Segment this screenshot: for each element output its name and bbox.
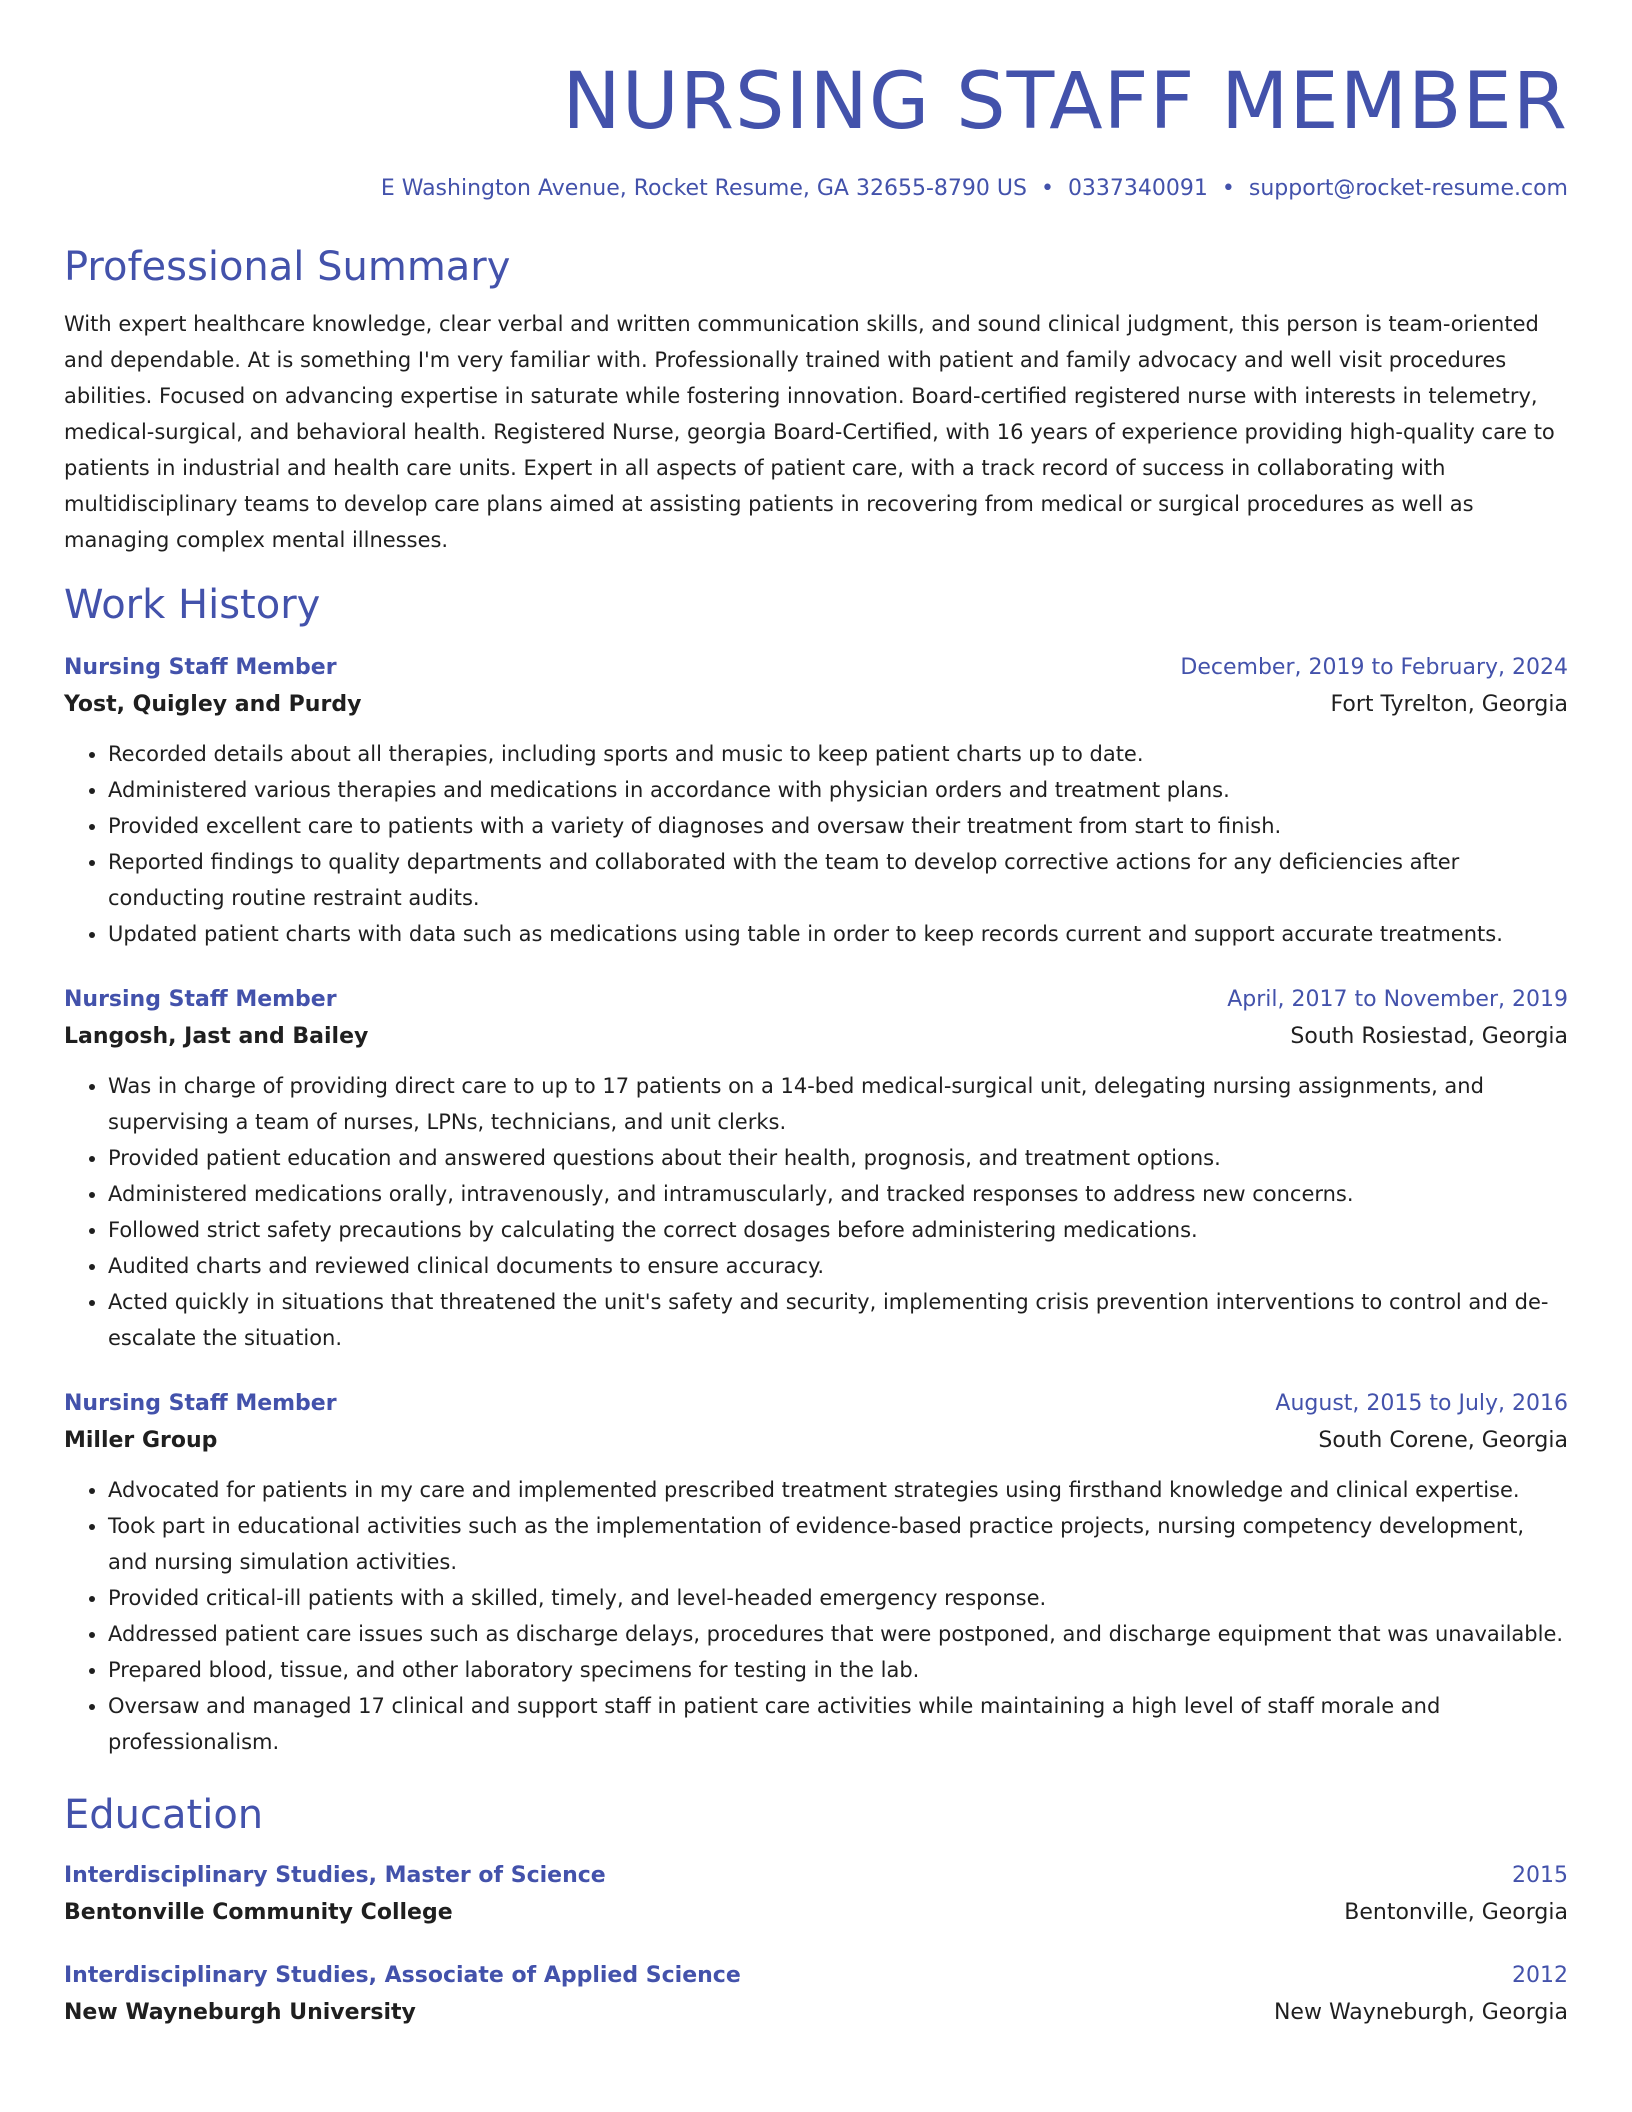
education-year: 2012 <box>1512 1963 1568 1988</box>
work-history-list <box>64 650 1568 1760</box>
education-degree: Interdisciplinary Studies, Master of Science <box>64 1863 606 1888</box>
job-bullet: • Followed strict safety precautions by calculating the correct dosages before administering medications. <box>108 1212 1568 1248</box>
education-school: New Wayneburgh University <box>64 2000 416 2025</box>
candidate-name: NURSING STAFF MEMBER <box>562 57 1568 147</box>
bullet-separator: • <box>1221 176 1235 201</box>
job-bullets <box>64 1472 1568 1760</box>
summary-heading: Professional Summary <box>64 244 511 290</box>
job-header-row <box>64 650 1568 686</box>
job-entry <box>64 1386 1568 1760</box>
job-bullet: • Updated patient charts with data such as medications using table in order to keep records current and support accurate treatments. <box>108 916 1568 952</box>
job-bullets <box>64 1068 1568 1356</box>
job-bullet: • Provided excellent care to patients with a variety of diagnoses and oversaw their treatment from start to finish. <box>108 808 1568 844</box>
education-school-row <box>64 1894 1568 1932</box>
resume-header <box>64 0 1568 204</box>
education-degree: Interdisciplinary Studies, Associate of Applied Science <box>64 1963 741 1988</box>
education-school: Bentonville Community College <box>64 1900 453 1925</box>
job-company: Langosh, Jast and Bailey <box>64 1024 369 1049</box>
job-dates: December, 2019 to February, 2024 <box>1180 655 1568 680</box>
job-location: Fort Tyrelton, Georgia <box>1330 692 1568 717</box>
education-entry <box>64 1858 1568 1932</box>
education-location: Bentonville, Georgia <box>1344 1900 1568 1925</box>
job-bullet: • Provided patient education and answered questions about their health, prognosis, and treatment options. <box>108 1140 1568 1176</box>
job-company: Yost, Quigley and Purdy <box>64 692 362 717</box>
job-dates: August, 2015 to July, 2016 <box>1275 1391 1568 1416</box>
job-bullet: • Addressed patient care issues such as discharge delays, procedures that were postponed, and discharge equipment that was unavailable. <box>108 1616 1568 1652</box>
job-header-row <box>64 982 1568 1018</box>
education-entry <box>64 1958 1568 2032</box>
education-list <box>64 1858 1568 2032</box>
work-history-heading: Work History <box>64 582 321 628</box>
education-year: 2015 <box>1512 1863 1568 1888</box>
job-company: Miller Group <box>64 1428 218 1453</box>
job-bullet: • Oversaw and managed 17 clinical and support staff in patient care activities while maintaining a high level of staff morale and professionalism. <box>108 1688 1568 1760</box>
job-bullet: • Prepared blood, tissue, and other laboratory specimens for testing in the lab. <box>108 1652 1568 1688</box>
job-bullet: • Was in charge of providing direct care to up to 17 patients on a 14-bed medical-surgical unit, delegating nursing assignments, and supervising a team of nurses, LPNs, technicians, and unit clerks. <box>108 1068 1568 1140</box>
job-bullets <box>64 736 1568 952</box>
job-role: Nursing Staff Member <box>64 1391 337 1416</box>
job-bullet: • Recorded details about all therapies, including sports and music to keep patient charts up to date. <box>108 736 1568 772</box>
education-school-row <box>64 1994 1568 2032</box>
job-location: South Corene, Georgia <box>1318 1428 1568 1453</box>
job-bullet: • Advocated for patients in my care and implemented prescribed treatment strategies using firsthand knowledge and clinical expertise. <box>108 1472 1568 1508</box>
address-text: E Washington Avenue, Rocket Resume, GA 32655-8790 US <box>380 176 1027 201</box>
job-entry <box>64 982 1568 1356</box>
job-bullet: • Provided critical-ill patients with a skilled, timely, and level-headed emergency response. <box>108 1580 1568 1616</box>
education-header-row <box>64 1958 1568 1994</box>
bullet-separator: • <box>1040 176 1054 201</box>
job-bullet: • Acted quickly in situations that threatened the unit's safety and security, implementing crisis prevention interventions to control and de-escalate the situation. <box>108 1284 1568 1356</box>
job-location: South Rosiestad, Georgia <box>1290 1024 1568 1049</box>
job-entry <box>64 650 1568 952</box>
job-company-row <box>64 686 1568 724</box>
job-role: Nursing Staff Member <box>64 987 337 1012</box>
job-bullet: • Reported findings to quality departments and collaborated with the team to develop corrective actions for any deficiencies after conducting routine restraint audits. <box>108 844 1568 916</box>
job-company-row <box>64 1422 1568 1460</box>
job-bullet: • Took part in educational activities such as the implementation of evidence-based practice projects, nursing competency development, and nursing simulation activities. <box>108 1508 1568 1580</box>
job-bullet: • Administered various therapies and medications in accordance with physician orders and treatment plans. <box>108 772 1568 808</box>
job-dates: April, 2017 to November, 2019 <box>1227 987 1568 1012</box>
job-bullet: • Audited charts and reviewed clinical documents to ensure accuracy. <box>108 1248 1568 1284</box>
job-bullet: • Administered medications orally, intravenously, and intramuscularly, and tracked responses to address new concerns. <box>108 1176 1568 1212</box>
email-link[interactable]: support@rocket-resume.com <box>1248 176 1568 201</box>
job-company-row <box>64 1018 1568 1056</box>
education-heading: Education <box>64 1792 264 1838</box>
contact-line <box>64 174 1568 204</box>
job-role: Nursing Staff Member <box>64 655 337 680</box>
phone-text: 0337340091 <box>1067 176 1208 201</box>
job-header-row <box>64 1386 1568 1422</box>
education-header-row <box>64 1858 1568 1894</box>
education-location: New Wayneburgh, Georgia <box>1273 2000 1568 2025</box>
summary-text: With expert healthcare knowledge, clear verbal and written communication skills, and sound clinical judgment, this person is team-oriented and dependable. At is something I'm very familiar with. Professionally trained with patient and family advocacy and well visit procedures abilities. Focused on advancing expertise in saturate while fostering innovation. Board-certified registered nurse with interests in telemetry, medical-surgical, and behavioral health. Registered Nurse, georgia Board-Certified, with 16 years of experience providing high-quality care to patients in industrial and health care units. Expert in all aspects of patient care, with a track record of success in collaborating with multidisciplinary teams to develop care plans aimed at assisting patients in recovering from medical or surgical procedures as well as managing complex mental illnesses. <box>64 312 1555 552</box>
